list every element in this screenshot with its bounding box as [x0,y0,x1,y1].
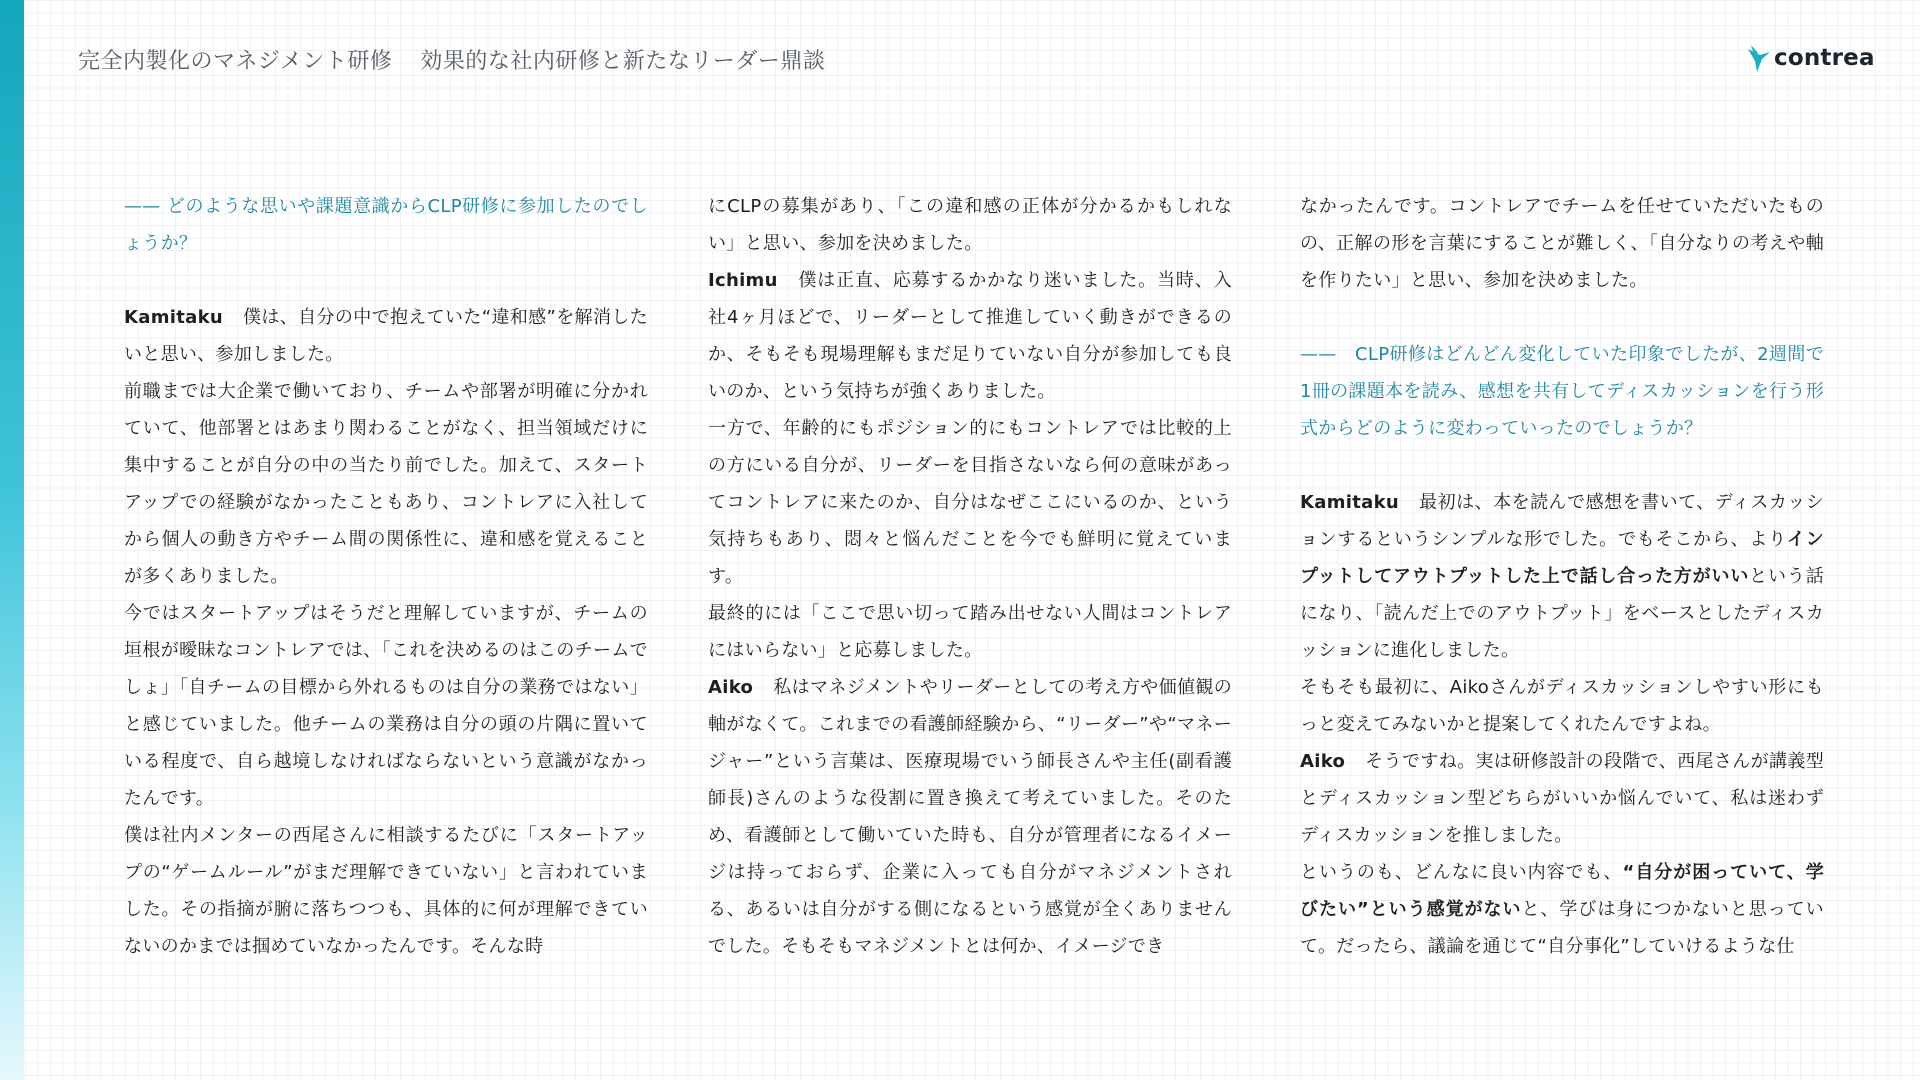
bird-icon [1746,43,1772,73]
speaker-paragraph [1300,743,1824,854]
body-paragraph: なかったんです。コントレアでチームを任せていただいたものの、正解の形を言葉にすることが難しく、「自分なりの考えや軸を作りたい」と思い、参加を決めました。 [1300,196,1824,291]
title-sub: 効果的な社内研修と新たなリーダー鼎談 [420,49,826,74]
article-column-3 [1300,188,1824,965]
speaker-paragraph [708,262,1232,410]
article-column-1 [124,188,648,965]
speaker-paragraph [1300,484,1824,669]
body-text: というのも、どんなに良い内容でも、 [1300,862,1623,883]
body-paragraph: 今ではスタートアップはそうだと理解していますが、チームの垣根が曖昧なコントレアでは、「これを決めるのはこのチームでしょ」「自チームの目標から外れるものは自分の業務ではない」と感じていました。他チームの業務は自分の頭の片隅に置いている程度で、自ら越境しなければならないという意識がなかったんです。 [124,603,648,809]
speaker-name: Kamitaku [124,307,223,328]
interview-question: —— どのような思いや課題意識からCLP研修に参加したのでしょうか？ [124,196,648,254]
title-main: 完全内製化のマネジメント研修 [78,49,393,74]
speaker-text: 最初は、本を読んで感想を書いて、ディスカッションするというシンプルな形でした。でもそこから、より [1300,492,1824,550]
article-column-2 [708,188,1232,965]
emphasis-text: “自分が困っていて、学びたい”という感覚がない [1300,862,1824,920]
interview-question: —— CLP研修はどんどん変化していた印象でしたが、2週間で1冊の課題本を読み、感想を共有してディスカッションを行う形式からどのように変わっていったのでしょうか？ [1300,344,1824,439]
body-paragraph: そもそも最初に、Aikoさんがディスカッションしやすい形にもっと変えてみないかと提案してくれたんですよね。 [1300,677,1824,735]
body-paragraph: にCLPの募集があり、「この違和感の正体が分かるかもしれない」と思い、参加を決めました。 [708,196,1232,254]
emphasis-text: インプットしてアウトプットした上で話し合った方がいい [1300,529,1824,587]
body-paragraph: 一方で、年齢的にもポジション的にもコントレアでは比較的上の方にいる自分が、リーダーを目指さないなら何の意味があってコントレアに来たのか、自分はなぜここにいるのか、という気持ちもあり、悶々と悩んだことを今でも鮮明に覚えています。 [708,418,1232,587]
speaker-name: Aiko [708,677,754,698]
speaker-paragraph [708,669,1232,965]
body-paragraph: 前職までは大企業で働いており、チームや部署が明確に分かれていて、他部署とはあまり関わることがなく、担当領域だけに集中することが自分の中の当たり前でした。加えて、スタートアップでの経験がなかったこともあり、コントレアに入社してから個人の動き方やチーム間の関係性に、違和感を覚えることが多くありました。 [124,381,648,587]
body-text: と、学びは身につかないと思っていて。だったら、議論を通じて“自分事化”していけるような仕 [1300,899,1824,957]
contrea-logo [1746,42,1875,74]
body-paragraph: 最終的には「ここで思い切って踏み出せない人間はコントレアにはいらない」と応募しました。 [708,603,1232,661]
body-paragraph [1300,854,1824,965]
speaker-name: Aiko [1300,751,1346,772]
speaker-text: そうですね。実は研修設計の段階で、西尾さんが講義型とディスカッション型どちらがいいか悩んでいて、私は迷わずディスカッションを推しました。 [1300,751,1824,846]
speaker-name: Ichimu [708,270,778,291]
speaker-text: 僕は正直、応募するかかなり迷いました。当時、入社4ヶ月ほどで、リーダーとして推進していく動きができるのか、そもそも現場理解もまだ足りていない自分が参加しても良いのか、という気持ちが強くありました。 [708,270,1232,402]
body-paragraph: 僕は社内メンターの西尾さんに相談するたびに「スタートアップの“ゲームルール”がまだ理解できていない」と言われていました。その指摘が腑に落ちつつも、具体的に何が理解できていないのかまでは掴めていなかったんです。そんな時 [124,825,648,957]
logo-text: contrea [1774,45,1875,71]
speaker-text: という話になり、「読んだ上でのアウトプット」をベースとしたディスカッションに進化しました。 [1300,566,1825,661]
page-title [78,44,825,75]
left-accent-bar [0,0,24,1080]
speaker-name: Kamitaku [1300,492,1399,513]
speaker-text: 僕は、自分の中で抱えていた“違和感”を解消したいと思い、参加しました。 [124,307,648,365]
speaker-text: 私はマネジメントやリーダーとしての考え方や価値観の軸がなくて。これまでの看護師経験から、“リーダー”や“マネージャー”という言葉は、医療現場でいう師長さんや主任(副看護師長)さんのような役割に置き換えて考えていました。そのため、看護師として働いていた時も、自分が管理者になるイメージは持っておらず、企業に入っても自分がマネジメントされる、あるいは自分がする側になるという感覚が全くありませんでした。そもそもマネジメントとは何か、イメージでき [708,677,1232,957]
speaker-paragraph [124,299,648,373]
